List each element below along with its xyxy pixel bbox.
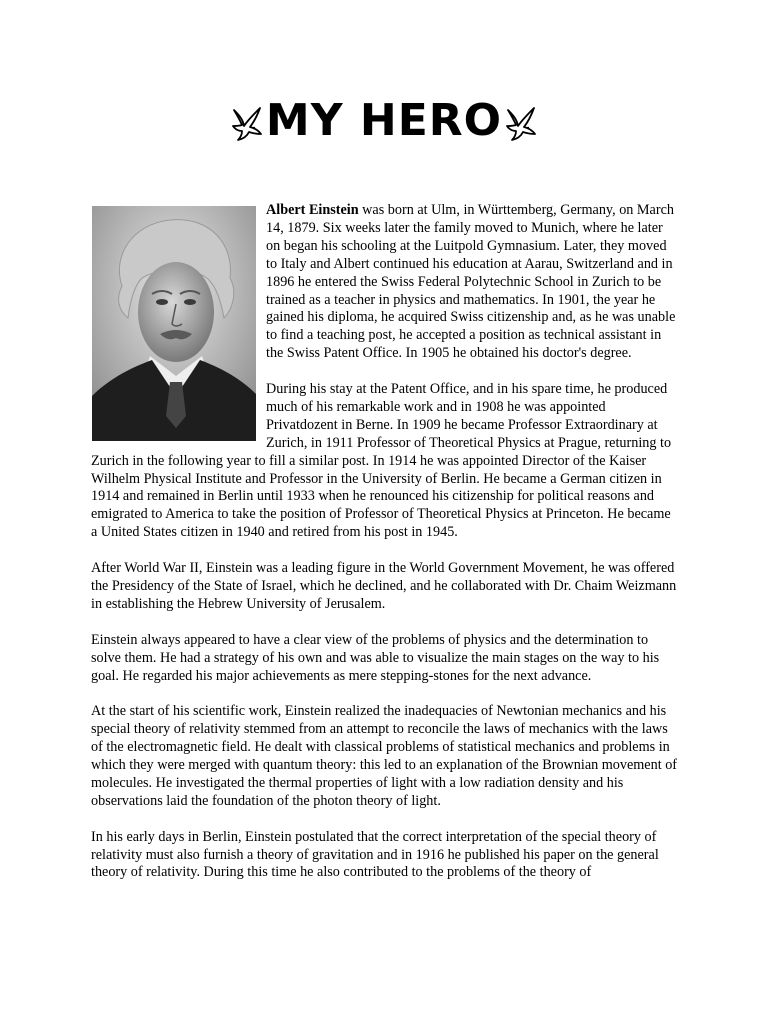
paragraph-6: In his early days in Berlin, Einstein postulated that the correct interpretation of the special theory of relativity must also furnish a theory of gravitation and in 1916 he published his paper on the general theory of relativity. During this time he also contributed to the problems of the theory of xyxy=(91,828,659,881)
page-title: MY HERO xyxy=(265,95,503,146)
paragraph-5: At the start of his scientific work, Einstein realized the inadequacies of Newtonian mechanics and his special theory of relativity stemmed from an attempt to reconcile the laws of mechanics with the laws of the electromagnetic field. He dealt with classical problems of statistical mechanics and problems in which they were merged with quantum theory: this led to an explanation of the Brownian movement of molecules. He investigated the thermal properties of light with a low radiation density and his observations laid the foundation of the photon theory of light. xyxy=(91,703,678,809)
document-title-row xyxy=(0,96,768,146)
dove-icon xyxy=(230,104,264,142)
paragraph-2: During his stay at the Patent Office, and in his spare time, he produced much of his remarkable work and in 1908 he was appointed Privatdozent in Berne. In 1909 he became Professor Extraordinary at Zurich, in 1911 Professor of Theoretical Physics at Prague, returning to Zurich in the following year to fill a similar post. In 1914 he was appointed Director of the Kaiser Wilhelm Physical Institute and Professor in the University of Berlin. He became a German citizen in 1914 and remained in Berlin until 1933 when he renounced his citizenship for political reasons and emigrated to America to take the position of Professor of Theoretical Physics at Princeton. He became a United States citizen in 1940 and retired from his post in 1945. xyxy=(91,381,672,541)
paragraph-3: After World War II, Einstein was a leading figure in the World Government Movement, he was offered the Presidency of the State of Israel, which he declined, and he collaborated with Dr. Chaim Weizmann in establishing the Hebrew University of Jerusalem. xyxy=(91,560,677,612)
portrait-photo xyxy=(92,206,256,441)
paragraph-4: Einstein always appeared to have a clear view of the problems of physics and the determination to solve them. He had a strategy of his own and was able to visualize the main stages on the way to his goal. He regarded his major achievements as mere stepping-stones for the next advance. xyxy=(91,631,660,684)
dove-icon xyxy=(504,104,538,142)
lead-name: Albert Einstein xyxy=(266,202,359,218)
document-body xyxy=(91,202,680,900)
paragraph-1-text: was born at Ulm, in Württemberg, Germany, on March 14, 1879. Six weeks later the family moved to Munich, where he later on began his schooling at the Luitpold Gymnasium. Later, they moved to Italy and Albert continued his education at Aarau, Switzerland and in 1896 he entered the Swiss Federal Polytechnic School in Zurich to be trained as a teacher in physics and mathematics. In 1901, the year he gained his diploma, he acquired Swiss citizenship and, as he was unable to find a teaching post, he accepted a position as technical assistant in the Swiss Patent Office. In 1905 he obtained his doctor's degree. xyxy=(266,202,676,362)
